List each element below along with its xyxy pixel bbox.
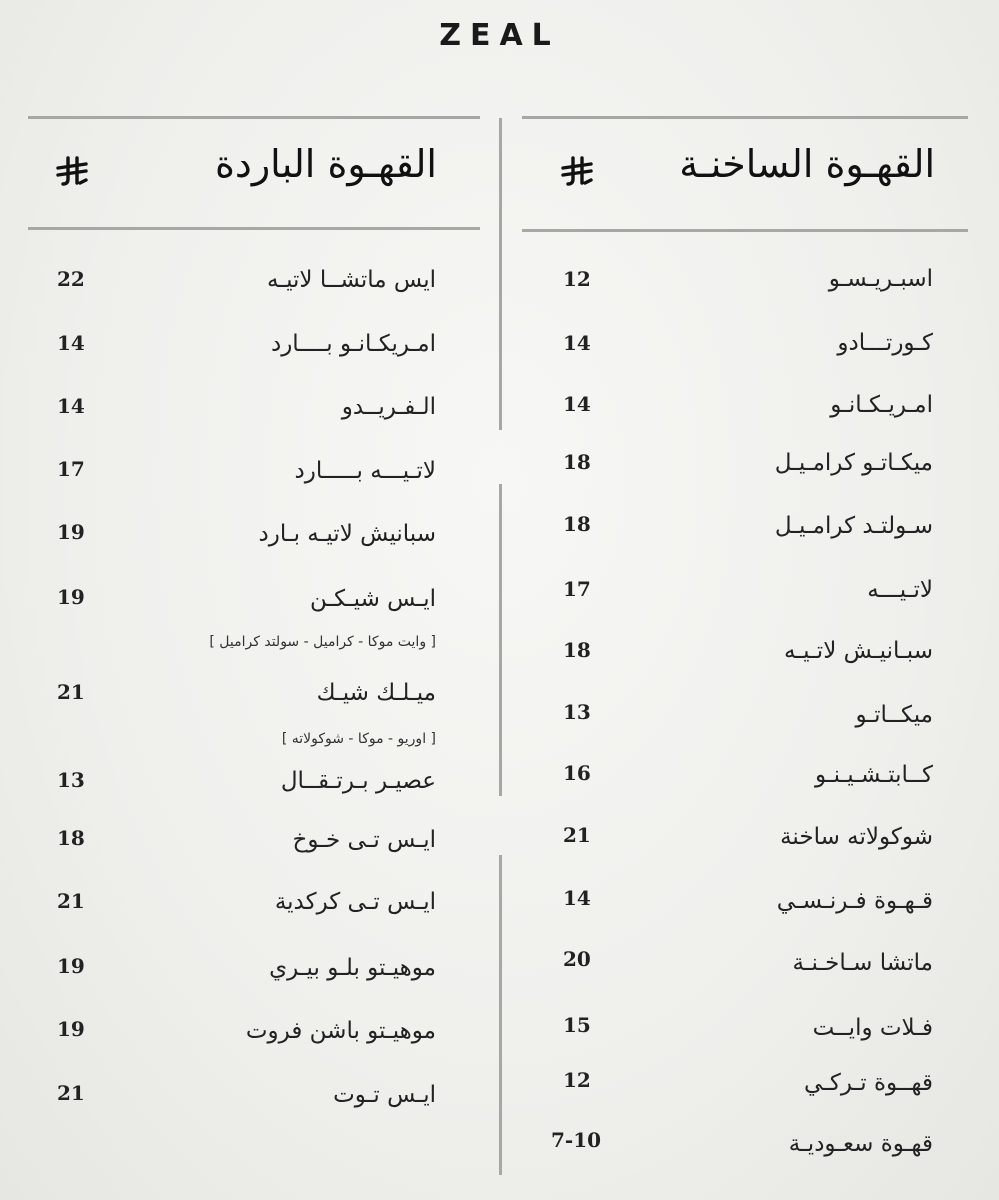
menu-item-name: لاتـيـــه بـــــارد <box>294 458 436 484</box>
menu-item-price: 12 <box>563 1068 591 1092</box>
menu-item-name: ايـس شيـكـن <box>309 586 436 612</box>
menu-item-name: لاتـيـــه <box>867 577 933 603</box>
menu-item-price: 20 <box>563 947 591 971</box>
menu-item-name: ايـس تـى خـوخ <box>292 827 436 853</box>
menu-item-price: 18 <box>57 826 85 850</box>
menu-item-price: 15 <box>563 1013 591 1037</box>
menu-item-name: ميكــاتـو <box>855 702 933 728</box>
menu-item-name: عصيـر بـرتـقــال <box>280 768 436 794</box>
menu-item-name: ايـس تـوت <box>333 1082 436 1108</box>
menu-item-name: امـريـكـانـو <box>830 392 933 418</box>
menu-item-options: [ اوريو - موكا - شوكولاته ] <box>281 731 436 747</box>
menu-item-price: 13 <box>563 700 591 724</box>
menu-item-price: 22 <box>57 267 85 291</box>
menu-item-price: 19 <box>57 520 85 544</box>
menu-item-price: 17 <box>57 457 85 481</box>
menu-item-name: اسبـريـسـو <box>828 266 933 292</box>
menu-item-price: 14 <box>563 392 591 416</box>
menu-item-price: 19 <box>57 585 85 609</box>
menu-item-name: شوكولاته ساخنة <box>780 824 933 850</box>
menu-item-price: 7-10 <box>551 1128 602 1152</box>
menu-item-price: 14 <box>563 331 591 355</box>
hot-header-bottom-rule <box>522 229 968 232</box>
menu-item-price: 19 <box>57 954 85 978</box>
menu-item-price: 21 <box>57 1081 85 1105</box>
menu-item-price: 13 <box>57 768 85 792</box>
menu-item-price: 17 <box>563 577 591 601</box>
menu-item-price: 16 <box>563 761 591 785</box>
menu-item-price: 21 <box>57 889 85 913</box>
menu-item-price: 18 <box>563 512 591 536</box>
brand-logo: ZEAL <box>439 18 560 53</box>
menu-item-name: قهـوة سعـوديـة <box>788 1131 933 1157</box>
menu-item-price: 14 <box>57 394 85 418</box>
menu-item-name: امـريكـانـو بــــارد <box>270 331 436 357</box>
menu-item-price: 14 <box>57 331 85 355</box>
menu-item-name: كـورتـــادو <box>837 330 933 356</box>
menu-item-name: الـفـريــدو <box>341 394 436 420</box>
menu-item-name: قهــوة تـركـي <box>803 1070 933 1096</box>
menu-item-name: سبانيش لاتيـه بـارد <box>258 521 436 547</box>
menu-item-name: فـلات وايــت <box>812 1015 933 1041</box>
menu-item-price: 18 <box>563 638 591 662</box>
saudi-riyal-icon <box>55 155 89 189</box>
center-divider <box>499 118 502 430</box>
menu-item-price: 21 <box>57 680 85 704</box>
menu-item-price: 18 <box>563 450 591 474</box>
menu-item-name: ايـس تـى كركدية <box>274 889 436 915</box>
hot-header-top-rule <box>522 116 968 119</box>
menu-item-name: ميـلـك شيـك <box>316 680 436 706</box>
menu-item-name: موهيـتو بلـو بيـري <box>269 955 436 981</box>
menu-item-price: 14 <box>563 886 591 910</box>
menu-item-options: [ وايت موكا - كراميل - سولتد كراميل ] <box>209 634 436 650</box>
saudi-riyal-icon <box>560 155 594 189</box>
menu-item-name: سبـانيـش لاتـيـه <box>784 638 933 664</box>
cold-header-bottom-rule <box>28 227 480 230</box>
menu-item-price: 19 <box>57 1017 85 1041</box>
menu-item-name: كــابتـشـيـنـو <box>814 762 933 788</box>
center-divider <box>499 484 502 796</box>
cold-coffee-title: القهـوة الباردة <box>215 142 437 186</box>
menu-item-price: 12 <box>563 267 591 291</box>
menu-item-price: 21 <box>563 823 591 847</box>
menu-item-name: ماتشا سـاخـنـة <box>792 950 933 976</box>
menu-item-name: ايس ماتشــا لاتيـه <box>267 267 436 293</box>
hot-coffee-title: القهـوة الساخنـة <box>679 142 935 186</box>
menu-item-name: ميكـاتـو كرامـيـل <box>774 450 933 476</box>
menu-item-name: موهيـتو باشن فروت <box>245 1018 436 1044</box>
center-divider <box>499 855 502 1175</box>
cold-header-top-rule <box>28 116 480 119</box>
menu-item-name: قـهـوة فـرنـسـي <box>776 888 933 914</box>
menu-item-name: سـولتـد كرامـيـل <box>774 513 933 539</box>
